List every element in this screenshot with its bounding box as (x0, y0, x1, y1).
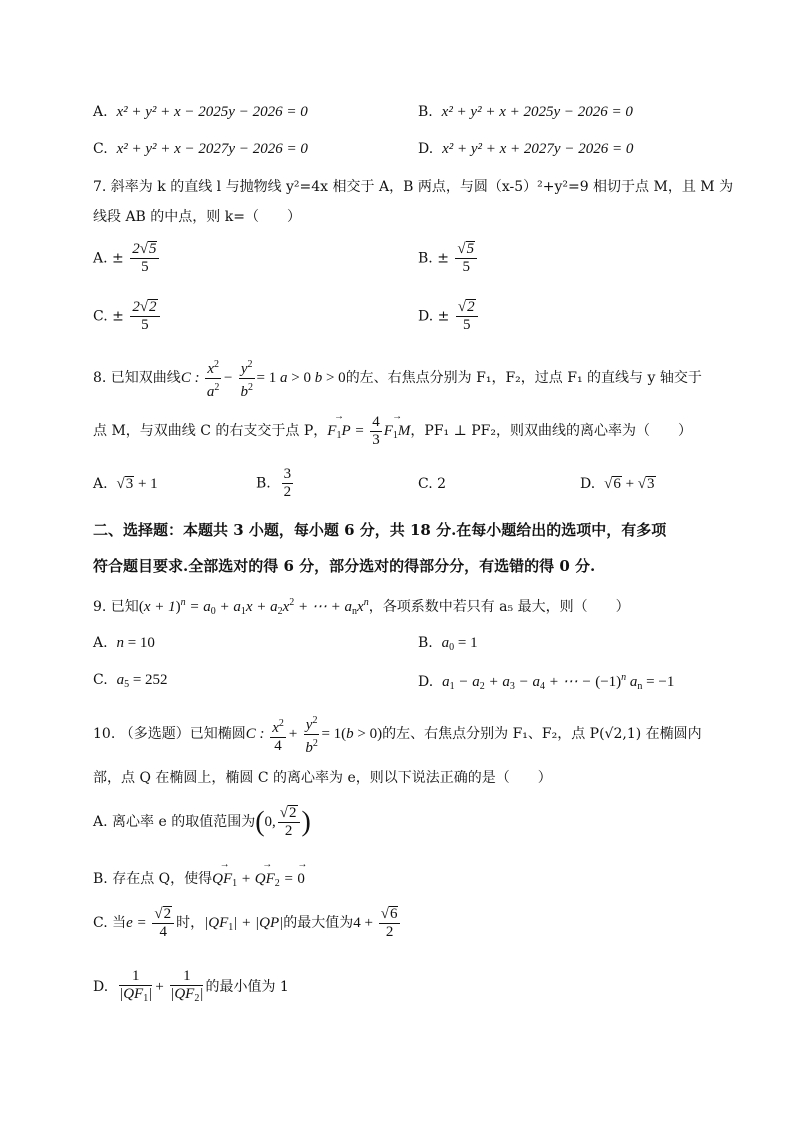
q8-option-d: D. √6 + √3 (580, 476, 655, 492)
fraction: $\frac{√5}{5}$ (455, 241, 477, 276)
fraction: $\frac{2√2}{5}$ (130, 299, 159, 334)
option-label: A. (93, 476, 108, 492)
option-label: A. (93, 635, 108, 651)
stem-text: ，各项系数中若只有 a₅ 最大，则（ ） (368, 599, 630, 615)
q6-option-a (93, 104, 308, 121)
q9-option-b: B. $a_0 = 1$ (418, 635, 478, 653)
option-label: A. (93, 104, 108, 120)
option-text: 的最小值为 1 (205, 978, 289, 995)
section2-heading-line1: 二、选择题：本题共 3 小题，每小题 6 分，共 18 分.在每小题给出的选项中，有多项 (93, 521, 667, 539)
q7-option-d: D. ± $\frac{√2}{5}$ (418, 299, 480, 334)
q8-option-c: C. 2 (418, 476, 447, 492)
fraction: $\frac{2√5}{5}$ (130, 241, 159, 276)
q7-stem-line1: 7. 斜率为 k 的直线 l 与抛物线 y²=4x 相交于 A，B 两点，与圆（x-5）²+y²=9 相切于点 M，且 M 为 (93, 179, 734, 195)
hyperbola-equation: C : $\frac{x^2}{a^2}$ − $\frac{y^2}{b^2}$ = 1 a > 0 b > 0 (181, 370, 346, 386)
option-label: C. (93, 308, 108, 325)
q10-option-c: C. 当e = $\frac{√2}{4}$ 时，$|QF_1| + |QP|$的最大值为4 + $\frac{√6}{2}$ (93, 906, 402, 941)
fraction: $\frac{√2}{5}$ (456, 299, 478, 334)
q9-stem (93, 596, 630, 617)
q9-option-a: A. n = 10 (93, 635, 155, 651)
option-label: B. (418, 104, 433, 120)
option-label: B. (256, 475, 271, 492)
option-label: A. 离心率 e 的取值范围为 (93, 813, 256, 830)
q10-option-b: B. 存在点 Q，使得→ $QF_1$ + → $QF_2$ = → 0 (93, 868, 305, 889)
stem-text: 10. （多选题）已知椭圆 (93, 725, 246, 742)
q9-option-c: C. $a_5 = 252$ (93, 672, 168, 690)
q6-option-d (418, 141, 633, 158)
q6-option-c (93, 141, 308, 158)
q10-option-a: A. 离心率 e 的取值范围为(0, $\frac{√2}{2}$ ) (93, 805, 311, 839)
option-label: C. 当 (93, 914, 127, 931)
q7-option-c: C. ± $\frac{2√2}{5}$ (93, 299, 162, 334)
option-label: B. (418, 250, 433, 267)
stem-text: 9. 已知 (93, 599, 139, 615)
option-label: D. (418, 308, 434, 325)
q10-option-d: D. $\frac{1}{|QF_1|}$ + $\frac{1}{|QF_2|}$ 的最小值为 1 (93, 968, 289, 1004)
q8-option-b (256, 466, 295, 501)
q10-stem-line1 (93, 712, 702, 757)
option-label: C. (93, 141, 108, 157)
option-label: A. (93, 250, 108, 267)
binomial-expansion: $(x + 1)^n = a_0 + a_1x + a_2x^2$ + ⋯ + $a_nx^n$ (138, 597, 369, 617)
stem-text: ，PF₁ ⊥ PF₂，则双曲线的离心率为（ ） (410, 422, 692, 439)
option-label: D. (418, 141, 434, 157)
option-label: B. (418, 635, 433, 651)
q8-option-a: A. √3 + 1 (93, 476, 158, 492)
q7-option-a: A. ± $\frac{2√5}{5}$ (93, 241, 161, 276)
stem-text: 8. 已知双曲线 (93, 369, 181, 386)
option-expr: x² + y² + x + 2027y − 2026 = 0 (442, 141, 634, 157)
q7-stem-line2: 线段 AB 的中点，则 k=（ ） (93, 209, 301, 225)
option-expr: x² + y² + x + 2025y − 2026 = 0 (441, 104, 633, 120)
q6-option-b (418, 104, 633, 121)
vector-equation: → $F_1P$ = $\frac{4}{3}$ → $F_1M$ (327, 423, 410, 439)
option-text: 时， (176, 914, 205, 931)
option-label: B. 存在点 Q，使得 (93, 871, 213, 887)
stem-text: 的左、右焦点分别为 F₁，F₂，过点 F₁ 的直线与 y 轴交于 (345, 369, 702, 386)
option-label: D. (93, 978, 109, 995)
q9-option-d: D. $a_1 - a_2 + a_3 - a_4$ + ⋯ − $(-1)^n$ $a_n = -1$ (418, 672, 675, 692)
q8-stem-line1 (93, 356, 702, 401)
section2-heading-line2: 符合题目要求.全部选对的得 6 分，部分选对的得部分分，有选错的得 0 分. (93, 557, 596, 575)
option-label: D. (418, 674, 434, 690)
option-expr: x² + y² + x − 2025y − 2026 = 0 (116, 104, 308, 120)
option-label: C. (93, 672, 108, 688)
option-label: D. (580, 476, 596, 492)
fraction: $\frac{3}{2}$ (283, 466, 292, 500)
q7-option-b: B. ± $\frac{√5}{5}$ (418, 241, 479, 276)
stem-text: 点 M，与双曲线 C 的右支交于点 P， (93, 422, 328, 439)
q8-stem-line2 (93, 414, 692, 449)
option-text: 的最大值为 (283, 914, 354, 931)
ellipse-equation: C : $\frac{x^2}{4}$ + $\frac{y^2}{b^2}$ = 1(b > 0) (246, 726, 382, 742)
stem-text: 的左、右焦点分别为 F₁、F₂，点 P(√2,1) 在椭圆内 (382, 725, 702, 742)
option-expr: x² + y² + x − 2027y − 2026 = 0 (116, 141, 308, 157)
q10-stem-line2: 部，点 Q 在椭圆上，椭圆 C 的离心率为 e，则以下说法正确的是（ ） (93, 770, 552, 786)
